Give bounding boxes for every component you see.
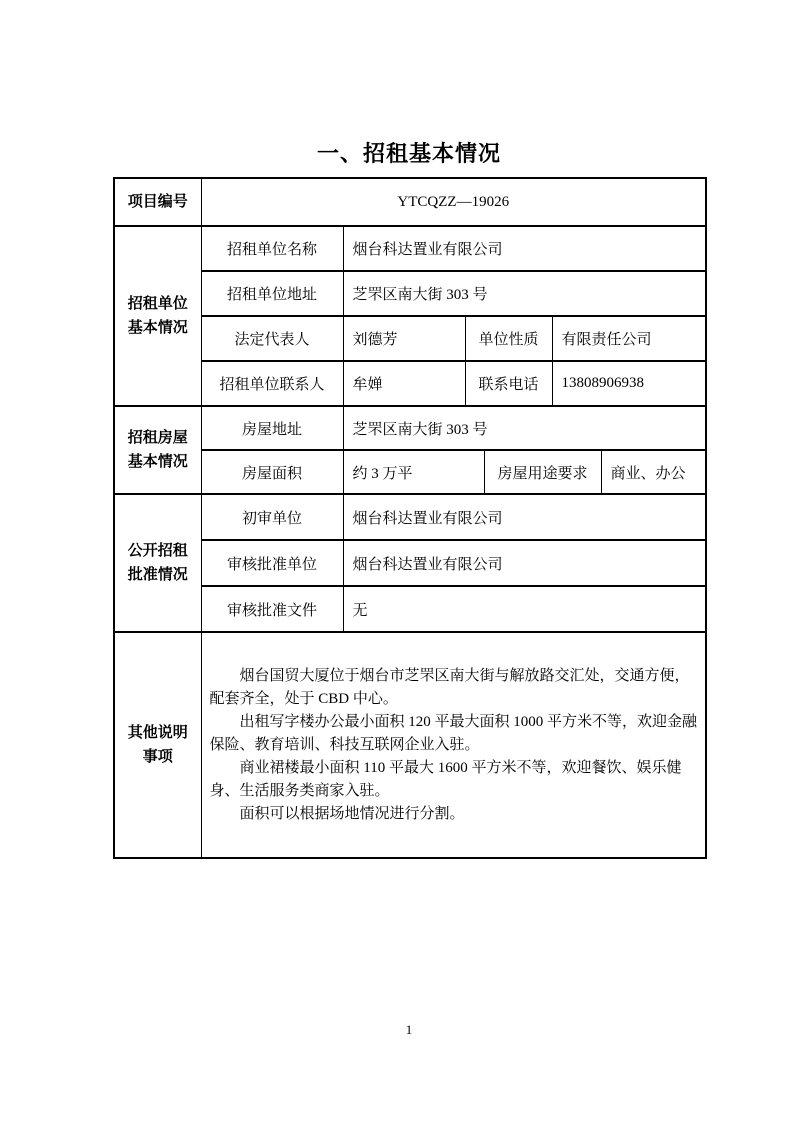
notes-paragraph: 烟台国贸大厦位于烟台市芝罘区南大街与解放路交汇处，交通方便，配套齐全，处于 CBD 中心。 [209,667,690,707]
section-header-line: 基本情况 [127,320,188,336]
table-row [114,271,706,316]
contact-phone-label: 联系电话 [465,361,552,406]
initial-review-value: 烟台科达置业有限公司 [343,494,706,540]
section-header-line: 招租单位 [127,296,188,312]
unit-nature-value: 有限责任公司 [552,316,706,361]
section-header-other-notes [114,632,201,858]
contact-phone-value: 13808906938 [552,361,706,406]
table-row [114,494,706,540]
section-header-line: 批准情况 [127,567,188,583]
page-number: 1 [405,1022,413,1037]
unit-nature-label: 单位性质 [465,316,552,361]
section-header-rental-unit [114,226,201,406]
project-number-label: 项目编号 [114,178,201,226]
section-header-line: 公开招租 [127,543,188,559]
approval-document-value: 无 [343,586,706,632]
property-area-label: 房屋面积 [201,450,343,494]
property-usage-label: 房屋用途要求 [484,450,601,494]
unit-address-value: 芝罘区南大街 303 号 [343,271,706,316]
section-header-line: 其他说明 [127,725,188,741]
project-number-value: YTCQZZ—19026 [201,178,706,226]
rental-info-table [113,177,707,859]
notes-paragraph: 出租写字楼办公最小面积 120 平最大面积 1000 平方米不等，欢迎金融保险、教育培训、科技互联网企业入驻。 [209,713,698,753]
section-header-approval [114,494,201,632]
section-header-line: 招租房屋 [127,430,188,446]
section-header-line: 事项 [142,749,173,765]
page-title: 一、招租基本情况 [316,141,501,166]
table-row [114,361,706,406]
legal-representative-label: 法定代表人 [201,316,343,361]
unit-name-value: 烟台科达置业有限公司 [343,226,706,271]
section-header-line: 基本情况 [127,454,188,470]
table-row [114,178,706,226]
document-content [113,0,705,859]
unit-contact-label: 招租单位联系人 [201,361,343,406]
approval-document-label: 审核批准文件 [201,586,343,632]
table-row [114,586,706,632]
property-usage-value: 商业、办公 [601,450,706,494]
table-row [114,316,706,361]
table-row [114,406,706,450]
table-row [114,632,706,858]
approval-unit-value: 烟台科达置业有限公司 [343,540,706,586]
unit-address-label: 招租单位地址 [201,271,343,316]
unit-name-label: 招租单位名称 [201,226,343,271]
table-row [114,540,706,586]
table-row [114,450,706,494]
property-address-label: 房屋地址 [201,406,343,450]
property-area-value: 约 3 万平 [343,450,484,494]
property-address-value: 芝罘区南大街 303 号 [343,406,706,450]
approval-unit-label: 审核批准单位 [201,540,343,586]
unit-contact-value: 牟婵 [343,361,465,406]
notes-paragraph: 商业裙楼最小面积 110 平最大 1600 平方米不等，欢迎餐饮、娱乐健身、生活服务类商家入驻。 [209,759,682,799]
table-row [114,226,706,271]
section-header-rental-property [114,406,201,494]
initial-review-label: 初审单位 [201,494,343,540]
other-notes-content [201,632,706,858]
legal-representative-value: 刘德芳 [343,316,465,361]
notes-paragraph: 面积可以根据场地情况进行分割。 [239,805,465,822]
